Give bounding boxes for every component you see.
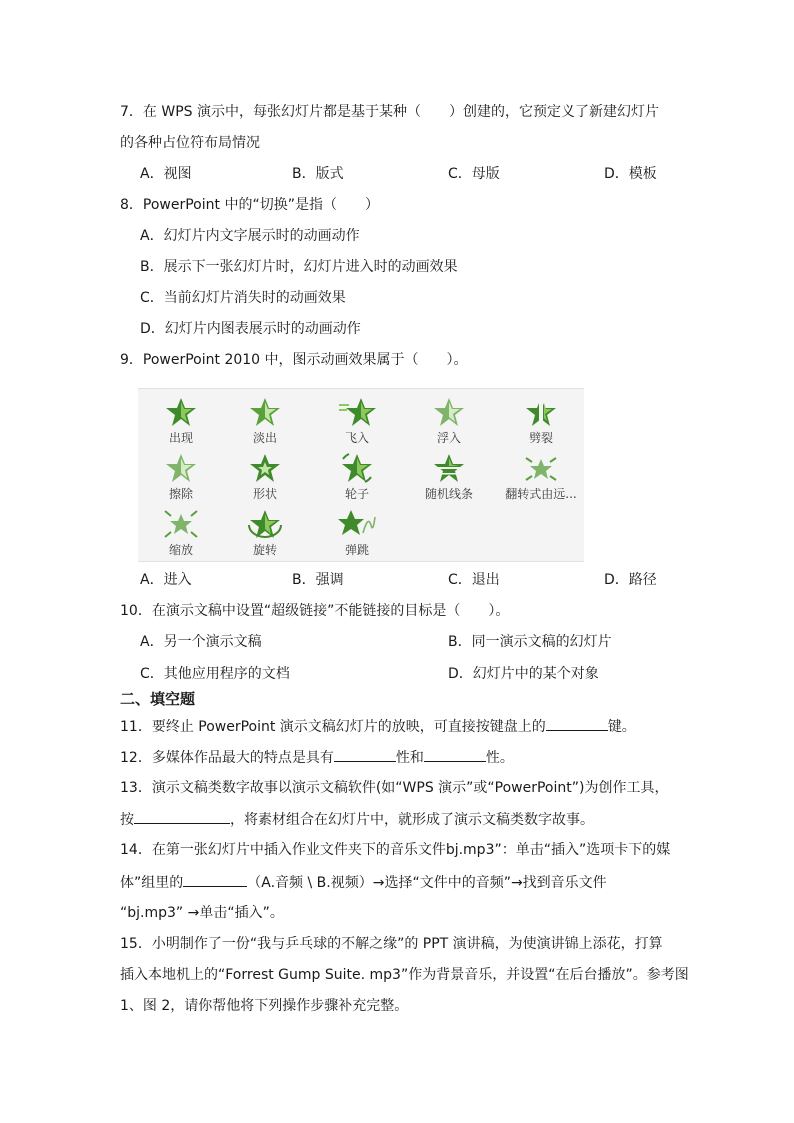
effect-label: 飞入 (344, 431, 369, 445)
effect-zoom (138, 509, 224, 563)
animation-effects-panel (138, 388, 584, 562)
q15-line1: 15．小明制作了一份“我与乒乓球的不解之缘”的 PPT 演讲稿，为使演讲锦上添花，打算 (120, 936, 663, 952)
q7-stem-line2: 的各种占位符布局情况 (120, 135, 260, 151)
star-wheel-icon (339, 453, 375, 483)
star-float-in-icon (431, 397, 467, 427)
q10-options-row2 (140, 664, 670, 684)
q8-option-a: A．幻灯片内文字展示时的动画动作 (140, 228, 360, 244)
q13-line2 (120, 809, 594, 830)
effect-label: 出现 (168, 431, 193, 445)
q13-blank[interactable] (134, 809, 230, 824)
q11-blank[interactable] (546, 716, 608, 731)
q12-blank-1[interactable] (334, 747, 396, 762)
q10-option-a: A．另一个演示文稿 (140, 634, 262, 650)
q10-stem: 10．在演示文稿中设置“超级链接”不能链接的目标是（ ）。 (120, 603, 510, 619)
star-grow-turn-icon (523, 453, 559, 483)
effect-label: 淡出 (252, 431, 277, 445)
effect-label: 浮入 (436, 431, 461, 445)
q8-option-c: C．当前幻灯片消失时的动画效果 (140, 290, 346, 306)
star-random-bars-icon (431, 453, 467, 483)
effect-label: 擦除 (168, 487, 193, 501)
q7-option-a: A．视图 (140, 166, 192, 182)
q7-option-d: D．模板 (604, 166, 657, 182)
q10-options-row1 (140, 632, 670, 652)
effect-label: 轮子 (344, 487, 369, 501)
q12-blank-2[interactable] (424, 747, 486, 762)
q15-line2: 插入本地机上的“Forrest Gump Suite. mp3”作为背景音乐，并设置“在后台播放”。参考图 (120, 967, 689, 983)
effect-label: 翻转式由远... (505, 487, 577, 501)
q8-option-b: B．展示下一张幻灯片时，幻灯片进入时的动画效果 (140, 259, 458, 275)
star-split-icon (523, 397, 559, 427)
q9-option-d: D．路径 (604, 572, 657, 588)
q14-blank[interactable] (183, 872, 247, 887)
q14-line1: 14．在第一张幻灯片中插入作业文件夹下的音乐文件bj.mp3”：单击“插入”选项卡下的媒 (120, 842, 671, 858)
q13-text-end: ，将素材组合在幻灯片中，就形成了演示文稿类数字故事。 (230, 812, 594, 828)
star-zoom-icon (163, 509, 199, 539)
effect-label: 旋转 (252, 543, 277, 557)
q8-option-d: D．幻灯片内图表展示时的动画动作 (140, 321, 361, 337)
effect-float-in (406, 397, 492, 451)
effect-label: 形状 (252, 487, 277, 501)
q13-line1: 13．演示文稿类数字故事以演示文稿软件(如“WPS 演示”或“PowerPoint”)为创作工具， (120, 780, 669, 796)
q11-text-end: 键。 (607, 719, 636, 735)
effect-appear (138, 397, 224, 451)
q12-text-mid: 性和 (395, 750, 424, 766)
effect-grow-turn (498, 453, 584, 507)
q11-text: 11．要终止 PowerPoint 演示文稿幻灯片的放映，可直接按键盘上的 (120, 719, 546, 735)
effect-wheel (314, 453, 400, 507)
effect-fade (222, 397, 308, 451)
q14-line3: “bj.mp3” →单击“插入”。 (120, 905, 284, 921)
effect-label: 随机线条 (424, 487, 473, 501)
q7-options (140, 164, 670, 184)
q14-text: 体”组里的 (120, 875, 184, 891)
q9-option-c: C．退出 (448, 572, 500, 588)
effect-label: 缩放 (168, 543, 193, 557)
effect-fly-in (314, 397, 400, 451)
q9-option-b: B．强调 (292, 572, 344, 588)
star-fly-in-icon (337, 397, 377, 427)
effect-bounce (314, 509, 400, 563)
q9-option-a: A．进入 (140, 572, 192, 588)
effect-spin (222, 509, 308, 563)
star-wipe-icon (163, 453, 199, 483)
effect-wipe (138, 453, 224, 507)
q7-option-c: C．母版 (448, 166, 500, 182)
q7-option-b: B．版式 (292, 166, 344, 182)
star-icon (163, 397, 199, 427)
star-spin-icon (247, 509, 283, 539)
star-bounce-icon (337, 509, 377, 539)
q15-line3: 1、图 2，请你帮他将下列操作步骤补充完整。 (120, 998, 409, 1014)
effect-label: 劈裂 (528, 431, 553, 445)
q9-stem: 9．PowerPoint 2010 中，图示动画效果属于（ ）。 (120, 352, 468, 368)
q9-options (140, 570, 670, 590)
effect-random-bars (406, 453, 492, 507)
q12-text: 12．多媒体作品最大的特点是具有 (120, 750, 334, 766)
q8-stem: 8．PowerPoint 中的“切换”是指（ ） (120, 197, 379, 213)
q7-stem-line1: 7．在 WPS 演示中，每张幻灯片都是基于某种（ ）创建的，它预定义了新建幻灯片 (120, 104, 659, 120)
star-shape-icon (247, 453, 283, 483)
q13-text: 按 (120, 812, 134, 828)
q10-option-d: D．幻灯片中的某个对象 (448, 666, 599, 682)
q12-text-end: 性。 (485, 750, 514, 766)
q11 (120, 716, 636, 737)
star-fade-icon (247, 397, 283, 427)
effect-shape (222, 453, 308, 507)
q10-option-b: B．同一演示文稿的幻灯片 (448, 634, 612, 650)
effect-split (498, 397, 584, 451)
effect-label: 弹跳 (344, 543, 369, 557)
q10-option-c: C．其他应用程序的文档 (140, 666, 290, 682)
section-heading: 二、填空题 (120, 690, 196, 708)
q14-text-end: （A.音频 \ B.视频）→选择“文件中的音频”→找到音乐文件 (247, 875, 607, 891)
q12 (120, 747, 514, 768)
q14-line2 (120, 872, 607, 893)
